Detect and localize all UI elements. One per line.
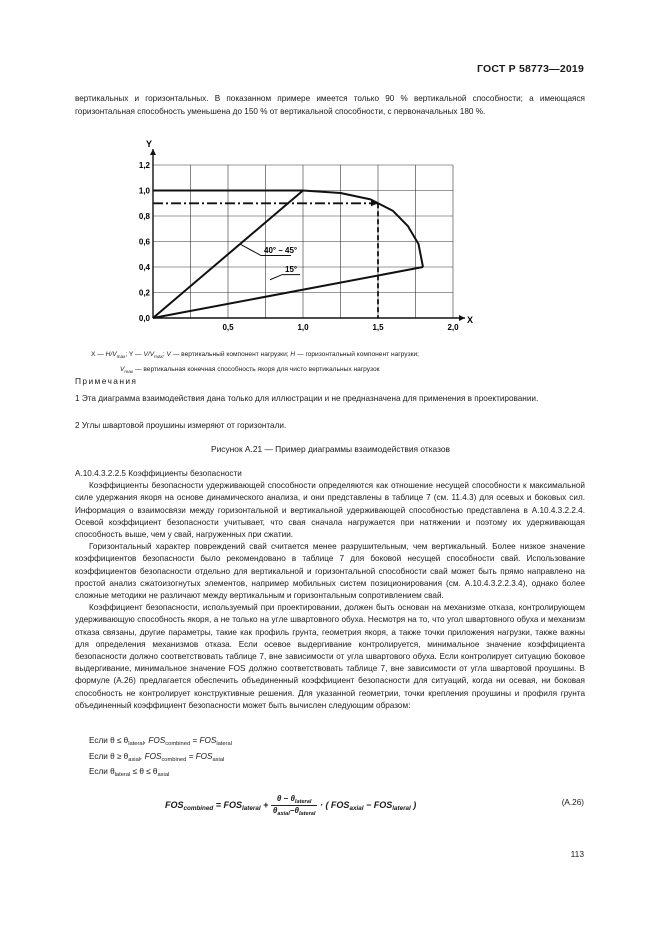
y-tick-label: 0,8	[138, 212, 150, 221]
section-heading: А.10.4.3.2.2.5 Коэффициенты безопасности	[75, 469, 242, 478]
legend-sub: max	[116, 354, 126, 359]
cond-text: Если θ ≤ θ	[89, 736, 129, 745]
formula-sub: lateral	[298, 811, 316, 817]
legend-text: — вертикальная конечная способность якоря для чисто вертикальных нагрузок	[133, 366, 380, 373]
intro-paragraph: вертикальных и горизонтальных. В показанном примере имеется только 90 % вертикальной способности; а имеющаяся горизонтальная способность уменьшена до 150 % от вертикальной способности, с первоначальных 180 %.	[75, 94, 585, 116]
legend-text: H	[290, 351, 296, 358]
x-tick-label: 2,0	[447, 323, 459, 332]
notes-title: Примечания	[75, 376, 138, 386]
x-tick-label: 1,5	[372, 323, 384, 332]
y-tick-label: 0,6	[138, 237, 150, 247]
paragraph-2: Горизонтальный характер повреждений свай считается менее разрушительным, чем вертикальный. Более низкое значение коэффициентов безопасности было рекомендовано в таблице 7 для боковой несущей способности свай. Использование коэффициентов безопасности отдельно для вертикальной и горизонтальной способности свай может быть прямо направлено на простой анализ сжатоизогнутых элементов, например мобильных систем позиционирования (см. А.10.4.3.2.2.3.4), однако более сложные методики не различают между вертикальным и горизонтальным сопротивлением свай.	[75, 542, 585, 601]
fraction-numerator	[271, 794, 318, 806]
annotation-label: 15°	[285, 265, 298, 275]
conditions-list	[89, 735, 232, 782]
x-axis-label: X	[467, 315, 474, 325]
formula-text: − FOS	[363, 799, 393, 810]
formula-fraction	[271, 794, 318, 817]
cond-sub: axial	[212, 756, 225, 763]
y-axis-arrow	[150, 149, 156, 155]
cond-text: , FOS	[143, 736, 166, 745]
formula-number: (А.26)	[561, 798, 584, 807]
paragraph-3: Коэффициент безопасности, используемый при проектировании, должен быть основан на механизме отказа, контролирующем удерживающую способность якоря, а не только на угле швартовного обуха. Несмотря на то, что угол швартовного обуха и механизм отказа связаны, другие параметры, такие как профиль грунта, геометрия якоря, а также точки приложения нагрузки, также важны для определения механизмов отказа. Если осевое выдергивание контролируется, минимальное значение коэффициента безопасности должно соответствовать таблице 7, вне зависимости от угла швартового обуха. Если контролирует ситуацию боковое выдергивание, минимальное значение FOS должно соответствовать таблице 7, вне зависимости от угла швартовой проушины. В формуле (А.26) предлагается обеспечить объединенный коэффициент безопасности для ситуаций, когда ни осевая, ни боковая способность не контролирует конструктивные решения. Для указанной геометрии, точки крепления проушины и профиля грунта объединенный коэффициент безопасности может быть вычислен следующим образом:	[75, 603, 585, 710]
cond-sub: lateral	[216, 741, 232, 747]
interaction-diagram-chart	[130, 140, 480, 340]
legend-text: X —	[91, 351, 106, 358]
y-tick-label: 1,2	[138, 161, 150, 170]
formula-text: FOS	[165, 799, 184, 810]
y-tick-label: 0,2	[138, 288, 150, 298]
formula-sub: axial	[349, 804, 364, 812]
x-tick-label: 1,0	[297, 323, 309, 332]
annotation-label: 40° – 45°	[264, 245, 298, 255]
x-axis-arrow	[459, 315, 465, 321]
legend-text: V	[120, 366, 125, 373]
legend-sub: max	[154, 354, 163, 359]
paragraph-1: Коэффициенты безопасности удерживающей способности определяются как отношение несущей способности к максимальной силе удержания якоря на основе динамического анализа, и они представлены в таблице 7 (см. 11.4.3) для осевых и боковых сил. Информация о взаимосвязи между горизонтальной и вертикальной удерживающей способностью представлена в А.10.4.3.2.2.4. Осевой коэффициент безопасности учитывает, что свая сначала нагружается при натяжении и поэтому их удерживающая способность выше, чем у свай, нагруженных при сжатии.	[75, 481, 585, 540]
condition-2	[89, 751, 232, 767]
annotation-leader	[270, 275, 282, 280]
figure-caption: Рисунок А.21 — Пример диаграммы взаимодействия отказов	[211, 444, 450, 454]
formula-sub: lateral	[392, 804, 411, 812]
cond-sub: axial	[128, 756, 141, 763]
y-axis-label: Y	[145, 140, 152, 149]
cond-sub: combined	[165, 741, 191, 747]
y-tick-label: 0,4	[138, 263, 150, 272]
note-2: 2 Углы швартовой проушины измеряют от горизонтали.	[75, 421, 287, 430]
formula-sub: combined	[183, 804, 214, 812]
cond-text: , FOS	[140, 751, 162, 761]
cond-sub: lateral	[128, 741, 144, 747]
x-tick-label: 0,5	[222, 323, 234, 332]
cond-text: = FOS	[186, 751, 213, 761]
formula-text: −θ	[289, 806, 299, 815]
formula-text: )	[410, 799, 417, 810]
fraction-denominator	[271, 806, 318, 817]
cond-text: Если θ	[89, 767, 115, 776]
cond-sub: combined	[161, 756, 187, 763]
formula-text: ·	[319, 799, 326, 810]
y-tick-label: 1,0	[138, 186, 150, 196]
condition-3	[89, 766, 232, 782]
formula-sub: lateral	[242, 804, 261, 812]
chart-legend	[91, 348, 419, 378]
legend-text: ;	[162, 351, 167, 358]
legend-sub: max	[124, 369, 134, 374]
legend-text: ; Y —	[125, 351, 144, 358]
legend-text: — горизонтальный компонент нагрузки;	[295, 351, 419, 358]
formula-text: θ − θ	[276, 794, 295, 803]
note-1: 1 Эта диаграмма взаимодействия дана только для иллюстрации и не предназначена для применения в проектировании.	[75, 394, 539, 403]
formula-text: = FOS	[213, 799, 243, 810]
formula-text: ( FOS	[325, 799, 350, 810]
legend-line-2	[91, 363, 419, 378]
cond-sub: axial	[157, 772, 170, 778]
annotation-leader	[240, 244, 261, 255]
cond-sub: lateral	[114, 772, 131, 778]
formula-sub: lateral	[294, 799, 312, 805]
formula-sub: axial	[277, 811, 290, 817]
formula-text: θ	[272, 806, 278, 815]
legend-text: — вертикальный компонент нагрузки;	[170, 351, 291, 358]
legend-text: V	[166, 351, 171, 358]
legend-text: V/V	[143, 351, 155, 358]
formula-text: +	[260, 799, 269, 810]
cond-text: Если θ ≥ θ	[89, 751, 129, 761]
cond-text: = FOS	[190, 736, 217, 745]
y-tick-label: 0,0	[138, 314, 150, 323]
condition-1	[89, 735, 232, 751]
document-header: ГОСТ Р 58773—2019	[476, 63, 584, 75]
legend-line-1	[91, 348, 419, 363]
page-number: 113	[570, 849, 584, 859]
formula-a26	[165, 794, 416, 817]
section-body	[75, 468, 585, 712]
legend-text: H/V	[105, 351, 117, 358]
series-line	[303, 191, 423, 268]
cond-text: ≤ θ ≤ θ	[130, 767, 158, 776]
